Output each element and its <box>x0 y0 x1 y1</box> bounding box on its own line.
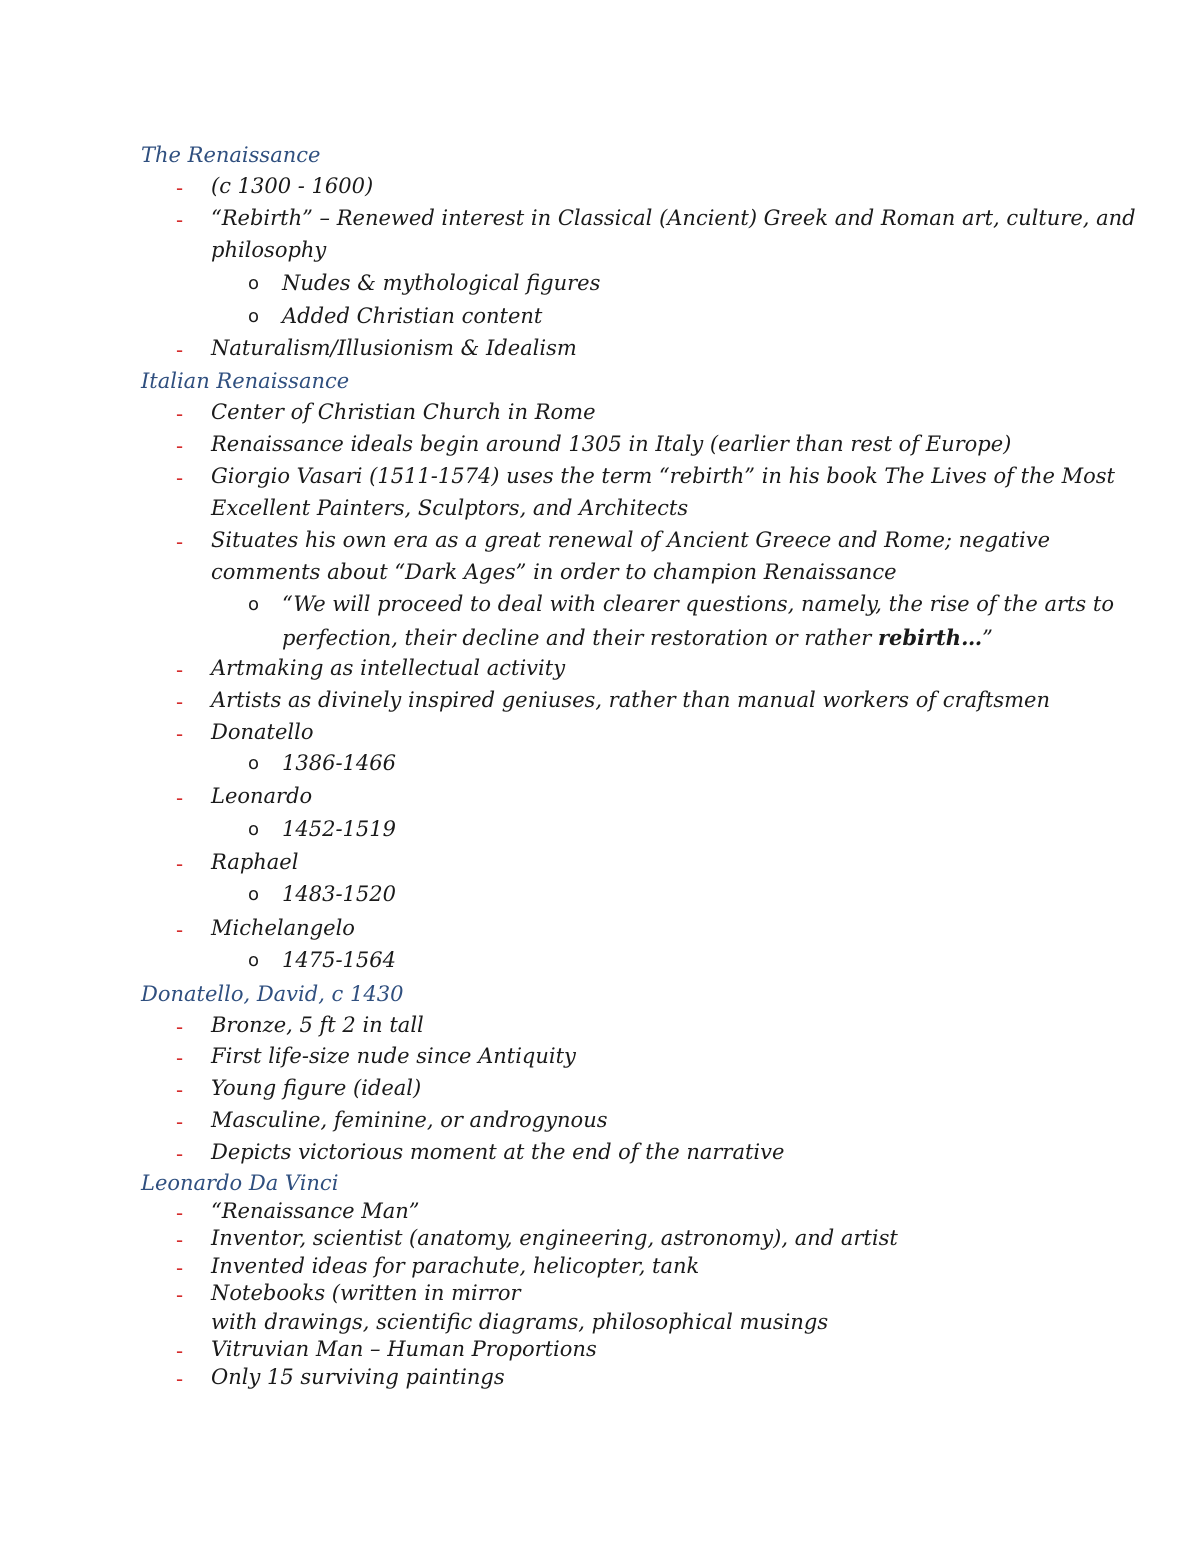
sub-bullet: o <box>248 884 260 905</box>
dash-bullet: - <box>176 918 184 942</box>
list-item: Donatello <box>211 720 314 744</box>
list-item: “Renaissance Man” <box>211 1199 420 1223</box>
quote-emphasis: rebirth… <box>877 625 983 650</box>
dash-bullet: - <box>176 852 184 876</box>
dash-bullet: - <box>176 402 184 426</box>
list-item: Center of Christian Church in Rome <box>211 400 596 424</box>
sub-list-item: 1483-1520 <box>282 882 396 906</box>
quote-close: ” <box>982 626 993 650</box>
list-item-continuation: philosophy <box>211 238 327 262</box>
section-heading-leonardo: Leonardo Da Vinci <box>141 1171 339 1195</box>
list-item: Inventor, scientist (anatomy, engineering, astronomy), and artist <box>211 1226 898 1250</box>
sub-bullet: o <box>248 950 260 971</box>
sub-bullet: o <box>248 306 260 327</box>
dash-bullet: - <box>176 1256 184 1280</box>
dash-bullet: - <box>176 208 184 232</box>
sub-list-item-quote: “We will proceed to deal with clearer questions, namely, the rise of the arts to <box>282 592 1114 616</box>
dash-bullet: - <box>176 176 184 200</box>
list-item: Michelangelo <box>211 916 355 940</box>
dash-bullet: - <box>176 690 184 714</box>
sub-list-item: 1386-1466 <box>282 751 396 775</box>
dash-bullet: - <box>176 1367 184 1391</box>
list-item: Renaissance ideals begin around 1305 in Italy (earlier than rest of Europe) <box>211 432 1012 456</box>
list-item-continuation: Excellent Painters, Sculptors, and Architects <box>211 496 689 520</box>
list-item: Raphael <box>211 850 299 874</box>
dash-bullet: - <box>176 1283 184 1307</box>
sub-bullet: o <box>248 273 260 294</box>
list-item: Invented ideas for parachute, helicopter, tank <box>211 1254 700 1278</box>
dash-bullet: - <box>176 338 184 362</box>
section-heading-donatello: Donatello, David, c 1430 <box>141 982 404 1006</box>
sub-list-item: 1475-1564 <box>282 948 396 972</box>
list-item: Artists as divinely inspired geniuses, rather than manual workers of craftsmen <box>211 688 1050 712</box>
quote-text: perfection, their decline and their restoration or rather <box>282 626 878 650</box>
sub-list-item-quote-continuation <box>282 625 993 650</box>
list-item-continuation: with drawings, scientific diagrams, philosophical musings <box>211 1310 829 1334</box>
section-heading-italian: Italian Renaissance <box>141 369 350 393</box>
sub-bullet: o <box>248 594 260 615</box>
list-item: Young figure (ideal) <box>211 1076 422 1100</box>
dash-bullet: - <box>176 1110 184 1134</box>
list-item: Situates his own era as a great renewal of Ancient Greece and Rome; negative <box>211 528 1051 552</box>
list-item: “Rebirth” – Renewed interest in Classical (Ancient) Greek and Roman art, culture, and <box>211 206 1136 230</box>
dash-bullet: - <box>176 1078 184 1102</box>
sub-bullet: o <box>248 753 260 774</box>
section-heading-renaissance: The Renaissance <box>141 143 321 167</box>
sub-bullet: o <box>248 819 260 840</box>
dash-bullet: - <box>176 722 184 746</box>
list-item: Giorgio Vasari (1511-1574) uses the term “rebirth” in his book The Lives of the Most <box>211 464 1115 488</box>
dash-bullet: - <box>176 1015 184 1039</box>
dash-bullet: - <box>176 786 184 810</box>
sub-list-item: Added Christian content <box>282 304 543 328</box>
dash-bullet: - <box>176 1228 184 1252</box>
list-item: Naturalism/Illusionism & Idealism <box>211 336 577 360</box>
list-item: Only 15 surviving paintings <box>211 1365 505 1389</box>
list-item: Notebooks (written in mirror <box>211 1281 521 1305</box>
list-item: Vitruvian Man – Human Proportions <box>211 1337 597 1361</box>
sub-list-item: Nudes & mythological figures <box>282 271 601 295</box>
dash-bullet: - <box>176 1142 184 1166</box>
list-item: Depicts victorious moment at the end of the narrative <box>211 1140 785 1164</box>
list-item: Bronze, 5 ft 2 in tall <box>211 1013 424 1037</box>
list-item-continuation: comments about “Dark Ages” in order to champion Renaissance <box>211 560 897 584</box>
list-item: First life-size nude since Antiquity <box>211 1044 576 1068</box>
dash-bullet: - <box>176 1339 184 1363</box>
dash-bullet: - <box>176 1201 184 1225</box>
dash-bullet: - <box>176 434 184 458</box>
dash-bullet: - <box>176 466 184 490</box>
list-item: Masculine, feminine, or androgynous <box>211 1108 608 1132</box>
sub-list-item: 1452-1519 <box>282 817 396 841</box>
list-item: (c 1300 - 1600) <box>211 174 374 198</box>
dash-bullet: - <box>176 1046 184 1070</box>
list-item: Leonardo <box>211 784 313 808</box>
dash-bullet: - <box>176 530 184 554</box>
dash-bullet: - <box>176 658 184 682</box>
list-item: Artmaking as intellectual activity <box>211 656 566 680</box>
